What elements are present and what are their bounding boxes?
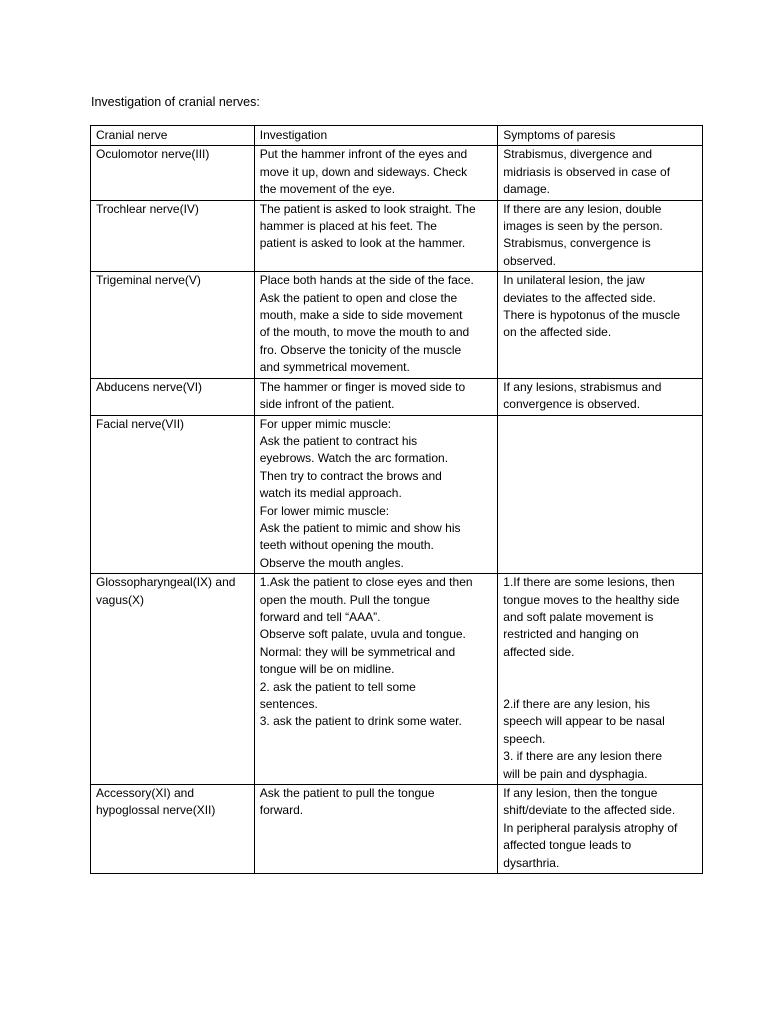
cell-text-line: and soft palate movement is — [503, 609, 654, 624]
symptoms-cell — [498, 574, 703, 785]
cell-text-line: Ask the patient to open and close the — [259, 290, 458, 305]
cell-text-line: forward and tell “AAA”. — [259, 609, 381, 624]
investigation-cell — [254, 785, 498, 874]
cell-text-line: affected tongue leads to — [503, 838, 632, 853]
cell-text-line: move it up, down and sideways. Check — [259, 164, 468, 179]
cell-text-line: and symmetrical movement. — [259, 360, 410, 375]
nerve-cell — [91, 146, 255, 200]
cell-text-line: observed. — [503, 253, 556, 268]
cell-text-line: In unilateral lesion, the jaw — [503, 273, 645, 288]
cell-text-line: Observe the mouth angles. — [259, 555, 404, 570]
cell-text-line: forward. — [259, 803, 304, 818]
cell-text-line: sentences. — [259, 697, 318, 711]
column-header-cranial-nerve: Cranial nerve — [91, 126, 255, 146]
cell-text-line: tongue moves to the healthy side — [503, 592, 680, 607]
cell-text-line: Strabismus, divergence and — [503, 147, 653, 162]
cell-text-line: hypoglossal nerve(XII) — [96, 803, 216, 818]
cell-text-line: deviates to the affected side. — [503, 290, 656, 305]
cell-text-line: Then try to contract the brows and — [259, 468, 442, 483]
cell-text-line: side infront of the patient. — [259, 397, 395, 412]
cell-text-line: affected side. — [503, 644, 575, 659]
cell-text-line: There is hypotonus of the muscle — [503, 308, 681, 323]
cell-text-line: Trigeminal nerve(V) — [96, 273, 201, 288]
table-row — [91, 785, 703, 874]
cell-text-line: Facial nerve(VII) — [96, 416, 185, 431]
cell-text-line: watch its medial approach. — [259, 486, 402, 501]
cranial-nerve-table — [90, 125, 703, 874]
investigation-cell — [254, 200, 498, 272]
cell-text-line: In peripheral paralysis atrophy of — [503, 820, 678, 835]
cell-text-line: 2.if there are any lesion, his — [503, 696, 651, 711]
cell-text-line: The hammer or finger is moved side to — [259, 379, 466, 394]
cell-text-line: Place both hands at the side of the face. — [259, 273, 474, 288]
cell-text-line: For upper mimic muscle: — [259, 416, 392, 431]
nerve-cell — [91, 785, 255, 874]
cell-text-line: Put the hammer infront of the eyes and — [259, 147, 468, 162]
cell-text-line: teeth without opening the mouth. — [259, 538, 434, 553]
cell-text-line: damage. — [503, 182, 550, 197]
nerve-cell — [91, 200, 255, 272]
cell-text-line: The patient is asked to look straight. The — [259, 201, 476, 216]
symptoms-cell — [498, 200, 703, 272]
cell-text-line: shift/deviate to the affected side. — [503, 803, 676, 818]
cell-text-line: Accessory(XI) and — [96, 786, 195, 800]
cell-text-line: Observe soft palate, uvula and tongue. — [259, 627, 466, 642]
cell-text-line: Normal: they will be symmetrical and — [259, 644, 456, 659]
table-row — [91, 200, 703, 272]
table-row — [91, 378, 703, 415]
nerve-cell — [91, 272, 255, 378]
investigation-cell — [254, 146, 498, 200]
cell-text-line: Strabismus, convergence is — [503, 236, 651, 251]
table-row — [91, 272, 703, 378]
cell-text-line: images is seen by the person. — [503, 219, 663, 234]
blank-line — [503, 661, 698, 678]
symptoms-cell — [498, 146, 703, 200]
cell-text-line: 2. ask the patient to tell some — [259, 679, 416, 694]
cell-text-line: Ask the patient to pull the tongue — [259, 786, 435, 800]
cell-text-line: fro. Observe the tonicity of the muscle — [259, 342, 462, 357]
cell-text-line: Ask the patient to contract his — [259, 433, 418, 448]
cell-text-line: Trochlear nerve(IV) — [96, 201, 199, 216]
cell-text-line: patient is asked to look at the hammer. — [259, 236, 466, 251]
cell-text-line: Glossopharyngeal(IX) and — [96, 575, 236, 590]
nerve-cell — [91, 378, 255, 415]
cell-text-line: hammer is placed at his feet. The — [259, 219, 437, 234]
nerve-cell — [91, 415, 255, 574]
cell-text-line: mouth, make a side to side movement — [259, 308, 463, 323]
table-row — [91, 574, 703, 785]
cell-text-line: 1.If there are some lesions, then — [503, 575, 675, 590]
column-header-symptoms: Symptoms of paresis — [498, 126, 703, 146]
table-body — [91, 146, 703, 874]
table-row — [91, 415, 703, 574]
cell-text-line: the movement of the eye. — [259, 182, 396, 197]
cell-text-line: vagus(X) — [96, 592, 145, 607]
cell-text-line: If any lesion, then the tongue — [503, 786, 658, 800]
cell-text-line: will be pain and dysphagia. — [503, 766, 648, 781]
cell-text-line: restricted and hanging on — [503, 627, 639, 642]
cell-text-line: speech. — [503, 731, 546, 746]
cell-text-line: 1.Ask the patient to close eyes and then — [259, 575, 473, 590]
symptoms-cell — [498, 378, 703, 415]
symptoms-cell — [498, 272, 703, 378]
investigation-cell — [254, 415, 498, 574]
cell-text-line: tongue will be on midline. — [259, 662, 395, 677]
cell-text-line: For lower mimic muscle: — [259, 503, 390, 518]
table-row — [91, 146, 703, 200]
symptoms-cell — [498, 415, 703, 574]
cell-text-line: If there are any lesion, double — [503, 201, 662, 216]
blank-line — [503, 679, 698, 696]
cell-text-line: If any lesions, strabismus and — [503, 379, 662, 394]
symptoms-cell — [498, 785, 703, 874]
cell-text-line: on the affected side. — [503, 325, 612, 340]
cell-text-line: speech will appear to be nasal — [503, 714, 665, 729]
cell-text-line: Abducens nerve(VI) — [96, 379, 203, 394]
cell-text-line: open the mouth. Pull the tongue — [259, 592, 430, 607]
cell-text-line: midriasis is observed in case of — [503, 164, 671, 179]
cell-text-line: 3. if there are any lesion there — [503, 749, 663, 764]
page-title: Investigation of cranial nerves: — [91, 95, 260, 109]
cell-text-line: Ask the patient to mimic and show his — [259, 520, 461, 535]
cell-text-line: 3. ask the patient to drink some water. — [259, 714, 462, 729]
nerve-cell — [91, 574, 255, 785]
column-header-investigation: Investigation — [254, 126, 498, 146]
cell-text-line: Oculomotor nerve(III) — [96, 147, 210, 162]
cell-text-line: of the mouth, to move the mouth to and — [259, 325, 470, 340]
investigation-cell — [254, 272, 498, 378]
investigation-cell — [254, 574, 498, 785]
investigation-cell — [254, 378, 498, 415]
cell-text-line: convergence is observed. — [503, 397, 641, 412]
cell-text-line: eyebrows. Watch the arc formation. — [259, 451, 449, 466]
table-header-row — [91, 126, 703, 146]
cell-text-line: dysarthria. — [503, 855, 560, 870]
